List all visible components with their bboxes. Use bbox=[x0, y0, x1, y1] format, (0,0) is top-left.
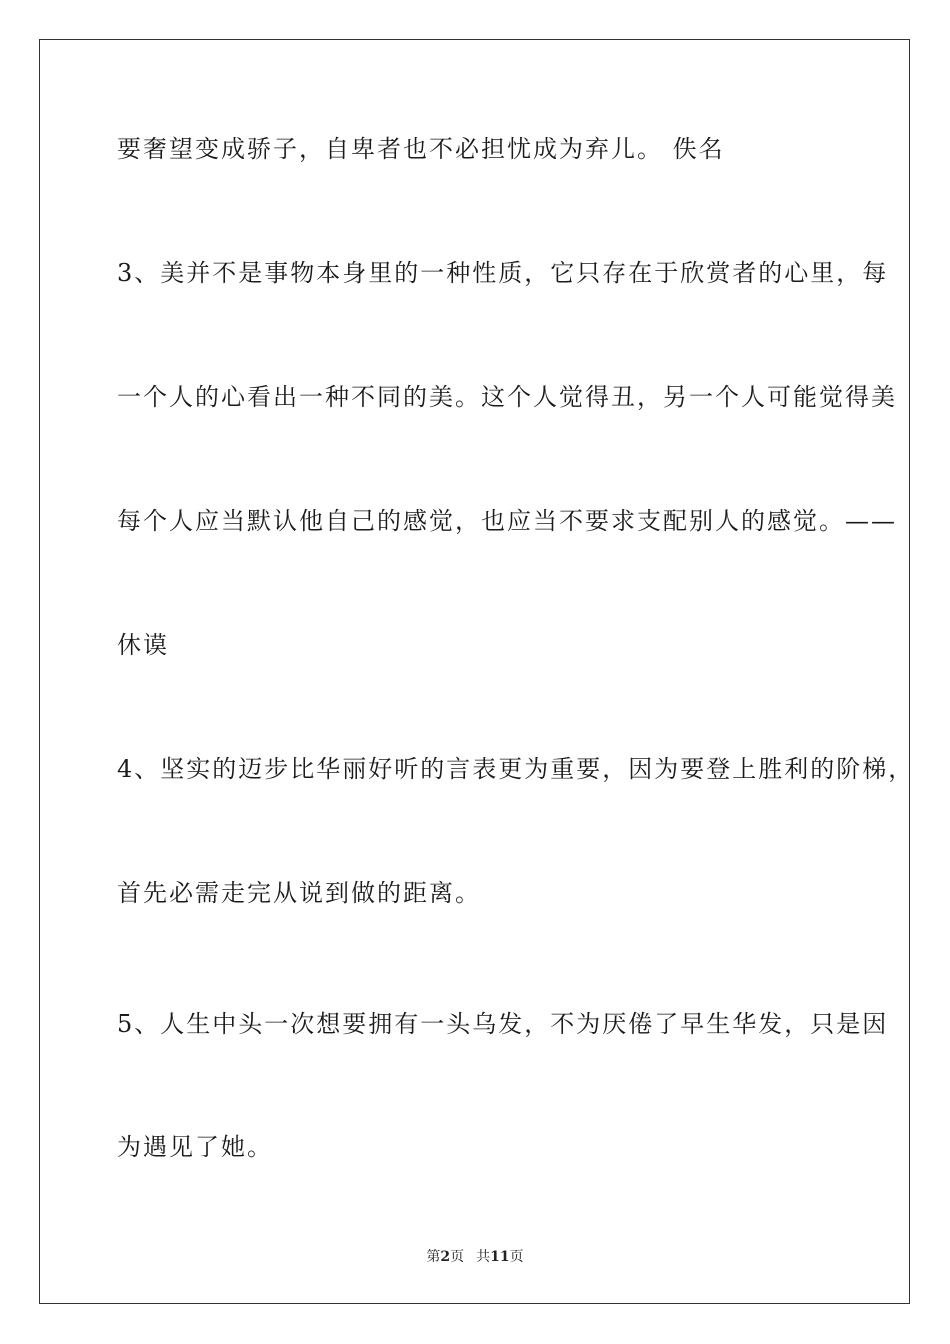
body-text-line: 3、美并不是事物本身里的一种性质，它只存在于欣赏者的心里，每 bbox=[117, 259, 889, 287]
body-text-line: 为遇见了她。 bbox=[117, 1133, 273, 1161]
body-text-line: 一个人的心看出一种不同的美。这个人觉得丑，另一个人可能觉得美 bbox=[117, 383, 897, 411]
body-text-line: 每个人应当默认他自己的感觉，也应当不要求支配别人的感觉。—— bbox=[117, 507, 897, 535]
page-border bbox=[39, 39, 910, 1304]
body-text-line: 5、人生中头一次想要拥有一头乌发，不为厌倦了早生华发，只是因 bbox=[117, 1010, 889, 1038]
page-number: 2 bbox=[440, 1249, 451, 1265]
body-text-line: 首先必需走完从说到做的距离。 bbox=[117, 879, 481, 907]
page-footer bbox=[0, 1248, 950, 1266]
total-pages: 11 bbox=[490, 1249, 510, 1265]
total-prefix: 共 bbox=[476, 1249, 491, 1265]
body-text-line: 4、坚实的迈步比华丽好听的言表更为重要，因为要登上胜利的阶梯， bbox=[117, 755, 915, 783]
body-text-line: 要奢望变成骄子，自卑者也不必担忧成为弃儿。 佚名 bbox=[117, 135, 725, 163]
page-prefix: 第 bbox=[426, 1249, 441, 1265]
total-suffix: 页 bbox=[509, 1249, 524, 1265]
body-text-line: 休谟 bbox=[117, 631, 169, 659]
page-suffix: 页 bbox=[450, 1249, 465, 1265]
